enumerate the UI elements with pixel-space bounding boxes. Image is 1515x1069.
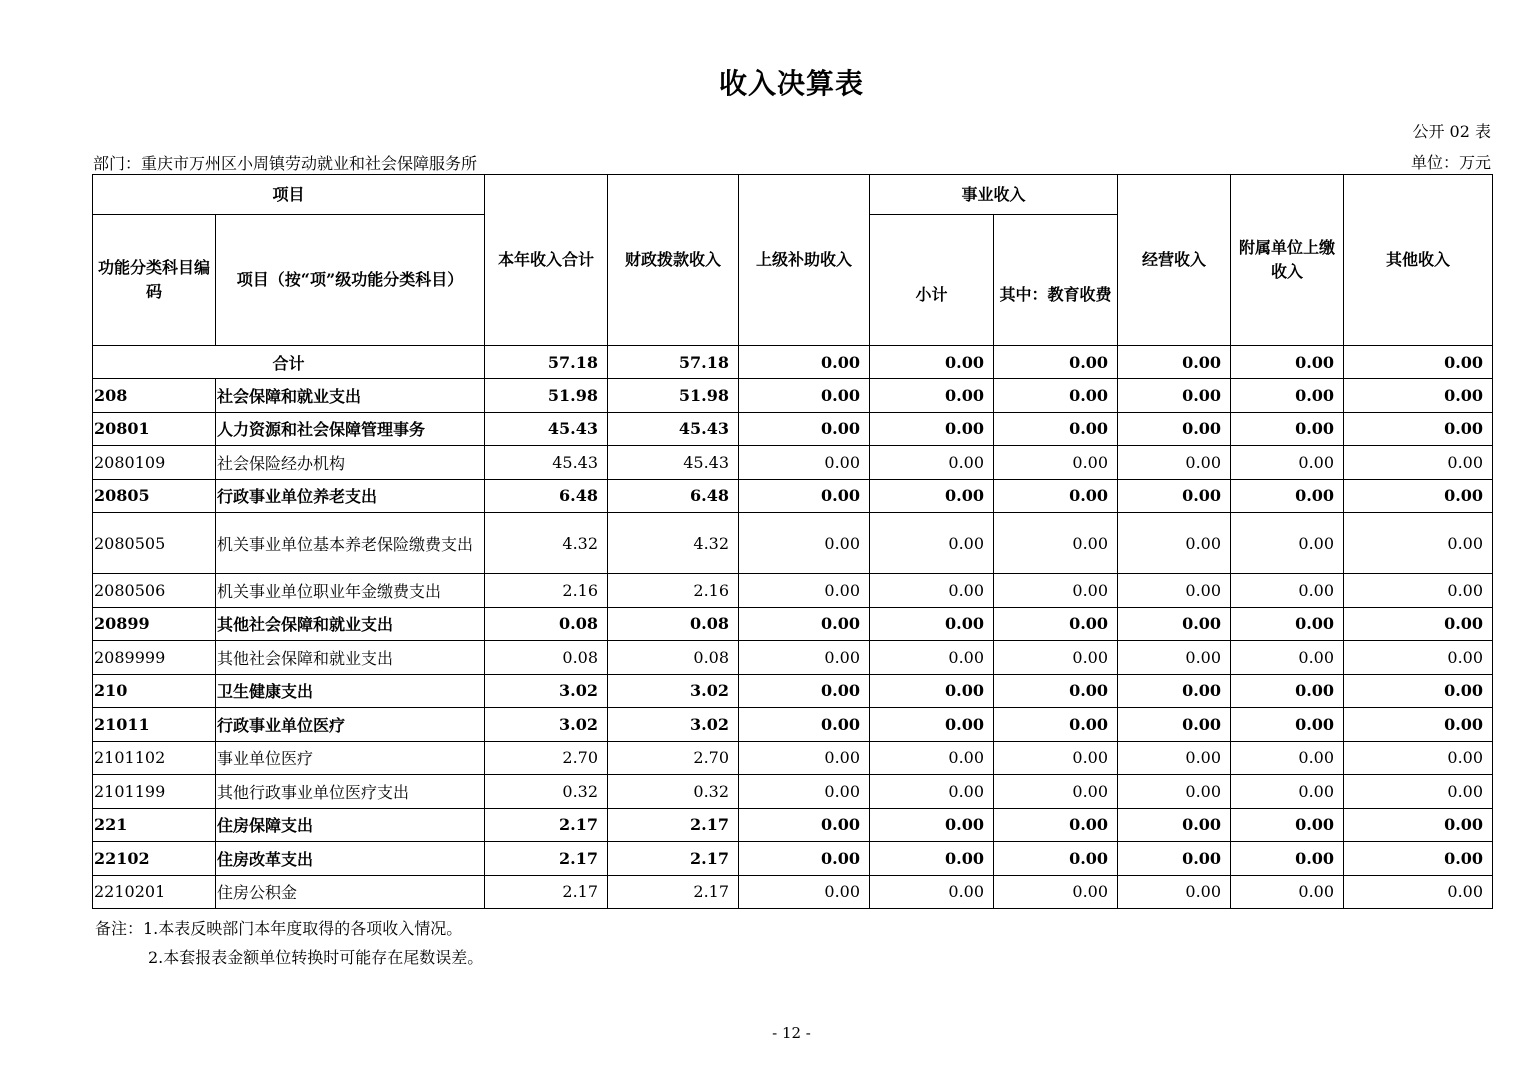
row-name: 社会保险经办机构 [216, 446, 485, 480]
row-value: 0.00 [1118, 574, 1231, 608]
row-value: 0.00 [870, 641, 994, 675]
row-value: 0.00 [870, 479, 994, 513]
row-name: 事业单位医疗 [216, 741, 485, 775]
unit-label: 单位：万元 [1410, 153, 1491, 172]
row-value: 0.00 [1231, 574, 1344, 608]
row-value: 0.00 [739, 741, 870, 775]
row-value: 0.00 [994, 379, 1118, 413]
form-number: 公开 02 表 [1412, 122, 1491, 141]
row-value: 0.00 [739, 446, 870, 480]
row-value: 0.00 [994, 513, 1118, 574]
row-value: 0.00 [1344, 379, 1493, 413]
row-code: 2101199 [93, 775, 216, 809]
row-name: 行政事业单位医疗 [216, 708, 485, 742]
row-name: 社会保障和就业支出 [216, 379, 485, 413]
row-value: 0.32 [608, 775, 739, 809]
row-code: 2210201 [93, 875, 216, 909]
row-value: 0.00 [739, 875, 870, 909]
row-value: 0.00 [994, 607, 1118, 641]
row-value: 0.00 [1231, 379, 1344, 413]
row-value: 0.00 [1118, 641, 1231, 675]
row-value: 4.32 [608, 513, 739, 574]
header-total: 本年收入合计 [485, 175, 608, 346]
row-name: 机关事业单位职业年金缴费支出 [216, 574, 485, 608]
table-row [93, 775, 1493, 809]
row-value: 3.02 [608, 708, 739, 742]
row-value: 2.17 [485, 875, 608, 909]
row-value: 6.48 [608, 479, 739, 513]
table-row [93, 574, 1493, 608]
row-value: 2.17 [608, 875, 739, 909]
row-value: 0.00 [739, 607, 870, 641]
row-name: 其他社会保障和就业支出 [216, 607, 485, 641]
header-name: 项目（按“项”级功能分类科目） [216, 215, 485, 346]
row-value: 0.00 [1231, 674, 1344, 708]
header-project: 项目 [93, 175, 485, 215]
total-cell: 57.18 [485, 346, 608, 379]
row-value: 0.00 [1118, 513, 1231, 574]
table-row [93, 741, 1493, 775]
total-cell: 0.00 [870, 346, 994, 379]
table-row [93, 842, 1493, 876]
row-value: 0.00 [1344, 808, 1493, 842]
row-value: 0.00 [870, 775, 994, 809]
total-cell: 0.00 [1344, 346, 1493, 379]
row-value: 0.00 [1344, 641, 1493, 675]
row-value: 0.00 [1344, 741, 1493, 775]
total-cell: 0.00 [994, 346, 1118, 379]
row-value: 2.17 [485, 808, 608, 842]
row-value: 0.00 [1344, 708, 1493, 742]
row-value: 6.48 [485, 479, 608, 513]
row-value: 45.43 [485, 446, 608, 480]
row-value: 0.00 [870, 574, 994, 608]
row-value: 45.43 [608, 446, 739, 480]
table-row [93, 412, 1493, 446]
row-value: 0.00 [739, 574, 870, 608]
row-code: 22102 [93, 842, 216, 876]
row-value: 0.00 [994, 641, 1118, 675]
row-value: 0.00 [1344, 479, 1493, 513]
row-value: 2.17 [485, 842, 608, 876]
row-value: 0.00 [870, 379, 994, 413]
row-value: 0.08 [485, 607, 608, 641]
row-value: 0.00 [994, 574, 1118, 608]
row-value: 0.00 [1344, 607, 1493, 641]
row-value: 0.00 [994, 708, 1118, 742]
row-value: 0.00 [1231, 741, 1344, 775]
total-row [93, 346, 1493, 379]
row-value: 0.00 [1118, 708, 1231, 742]
row-value: 0.00 [739, 808, 870, 842]
header-superior: 上级补助收入 [739, 175, 870, 346]
row-name: 行政事业单位养老支出 [216, 479, 485, 513]
row-code: 2080109 [93, 446, 216, 480]
row-value: 0.00 [870, 708, 994, 742]
row-value: 0.00 [1118, 842, 1231, 876]
row-code: 20801 [93, 412, 216, 446]
row-value: 51.98 [485, 379, 608, 413]
row-value: 0.00 [1118, 674, 1231, 708]
row-code: 20899 [93, 607, 216, 641]
row-value: 0.00 [1231, 842, 1344, 876]
row-value: 0.00 [1344, 875, 1493, 909]
row-name: 住房公积金 [216, 875, 485, 909]
row-value: 0.00 [870, 808, 994, 842]
row-value: 0.08 [485, 641, 608, 675]
row-value: 0.00 [1118, 607, 1231, 641]
row-value: 0.00 [870, 741, 994, 775]
row-value: 0.08 [608, 607, 739, 641]
row-value: 0.00 [1231, 446, 1344, 480]
row-value: 0.00 [994, 842, 1118, 876]
row-value: 0.00 [739, 842, 870, 876]
row-value: 2.16 [608, 574, 739, 608]
table-row [93, 379, 1493, 413]
header-fiscal: 财政拨款收入 [608, 175, 739, 346]
notes [95, 914, 483, 972]
row-code: 208 [93, 379, 216, 413]
row-value: 0.00 [1344, 446, 1493, 480]
header-subtotal: 小计 [870, 215, 994, 346]
row-value: 0.00 [1231, 641, 1344, 675]
table-row [93, 641, 1493, 675]
row-value: 0.00 [1118, 775, 1231, 809]
row-code: 20805 [93, 479, 216, 513]
row-value: 2.70 [485, 741, 608, 775]
row-value: 0.00 [1118, 446, 1231, 480]
row-value: 0.00 [994, 412, 1118, 446]
row-value: 0.00 [1344, 574, 1493, 608]
row-code: 2080505 [93, 513, 216, 574]
row-value: 0.00 [870, 875, 994, 909]
table-row [93, 513, 1493, 574]
row-value: 0.00 [739, 674, 870, 708]
row-value: 0.00 [1118, 808, 1231, 842]
table-row [93, 674, 1493, 708]
row-value: 0.00 [1231, 808, 1344, 842]
row-value: 0.00 [994, 808, 1118, 842]
row-value: 0.00 [739, 775, 870, 809]
row-code: 2101102 [93, 741, 216, 775]
row-value: 0.00 [1344, 674, 1493, 708]
row-value: 0.00 [1118, 479, 1231, 513]
page-number: - 12 - [772, 1024, 811, 1042]
header-affiliated: 附属单位上缴收入 [1231, 175, 1344, 346]
header-education: 其中：教育收费 [994, 215, 1118, 346]
header-business: 事业收入 [870, 175, 1118, 215]
row-value: 2.17 [608, 808, 739, 842]
row-value: 0.00 [870, 446, 994, 480]
header-other: 其他收入 [1344, 175, 1493, 346]
row-value: 4.32 [485, 513, 608, 574]
row-value: 2.70 [608, 741, 739, 775]
row-value: 0.00 [994, 741, 1118, 775]
row-value: 3.02 [485, 674, 608, 708]
row-code: 210 [93, 674, 216, 708]
department-label: 部门：重庆市万州区小周镇劳动就业和社会保障服务所 [93, 154, 478, 173]
row-value: 0.00 [1231, 412, 1344, 446]
header-operating: 经营收入 [1118, 175, 1231, 346]
row-value: 0.00 [739, 479, 870, 513]
row-value: 0.00 [1231, 479, 1344, 513]
row-value: 0.00 [1344, 775, 1493, 809]
total-cell: 57.18 [608, 346, 739, 379]
row-name: 机关事业单位基本养老保险缴费支出 [216, 513, 485, 574]
table-row [93, 446, 1493, 480]
row-value: 0.00 [1344, 513, 1493, 574]
row-value: 0.00 [739, 641, 870, 675]
row-value: 45.43 [608, 412, 739, 446]
row-name: 卫生健康支出 [216, 674, 485, 708]
row-name: 住房保障支出 [216, 808, 485, 842]
row-value: 0.00 [870, 412, 994, 446]
row-code: 21011 [93, 708, 216, 742]
row-value: 0.08 [608, 641, 739, 675]
row-code: 221 [93, 808, 216, 842]
table-row [93, 875, 1493, 909]
row-value: 0.00 [1118, 379, 1231, 413]
row-value: 0.00 [994, 875, 1118, 909]
table-row [93, 808, 1493, 842]
row-value: 0.00 [739, 412, 870, 446]
row-value: 0.00 [1344, 842, 1493, 876]
row-value: 51.98 [608, 379, 739, 413]
row-name: 其他行政事业单位医疗支出 [216, 775, 485, 809]
row-value: 0.00 [1118, 741, 1231, 775]
income-table [92, 174, 1493, 909]
row-value: 0.00 [870, 513, 994, 574]
total-label: 合计 [93, 346, 485, 379]
row-value: 2.17 [608, 842, 739, 876]
note-line: 备注：1.本表反映部门本年度取得的各项收入情况。 [95, 919, 463, 938]
row-value: 0.00 [1231, 607, 1344, 641]
table-row [93, 479, 1493, 513]
row-value: 0.00 [1118, 875, 1231, 909]
row-value: 0.00 [1231, 875, 1344, 909]
table-row [93, 607, 1493, 641]
row-value: 0.32 [485, 775, 608, 809]
row-code: 2080506 [93, 574, 216, 608]
row-value: 0.00 [739, 708, 870, 742]
row-value: 0.00 [1231, 513, 1344, 574]
row-value: 45.43 [485, 412, 608, 446]
row-value: 0.00 [1344, 412, 1493, 446]
row-value: 3.02 [485, 708, 608, 742]
row-value: 0.00 [994, 479, 1118, 513]
row-value: 0.00 [1231, 708, 1344, 742]
row-value: 0.00 [870, 607, 994, 641]
table-row [93, 708, 1493, 742]
row-value: 2.16 [485, 574, 608, 608]
note-line: 2.本套报表金额单位转换时可能存在尾数误差。 [148, 948, 484, 967]
total-cell: 0.00 [739, 346, 870, 379]
row-name: 住房改革支出 [216, 842, 485, 876]
header-code: 功能分类科目编码 [93, 215, 216, 346]
page-title: 收入决算表 [718, 67, 864, 100]
total-cell: 0.00 [1118, 346, 1231, 379]
row-value: 3.02 [608, 674, 739, 708]
row-value: 0.00 [870, 674, 994, 708]
row-value: 0.00 [870, 842, 994, 876]
row-code: 2089999 [93, 641, 216, 675]
row-name: 其他社会保障和就业支出 [216, 641, 485, 675]
row-value: 0.00 [994, 446, 1118, 480]
row-value: 0.00 [739, 379, 870, 413]
row-value: 0.00 [739, 513, 870, 574]
row-name: 人力资源和社会保障管理事务 [216, 412, 485, 446]
row-value: 0.00 [1231, 775, 1344, 809]
row-value: 0.00 [1118, 412, 1231, 446]
row-value: 0.00 [994, 775, 1118, 809]
total-cell: 0.00 [1231, 346, 1344, 379]
row-value: 0.00 [994, 674, 1118, 708]
